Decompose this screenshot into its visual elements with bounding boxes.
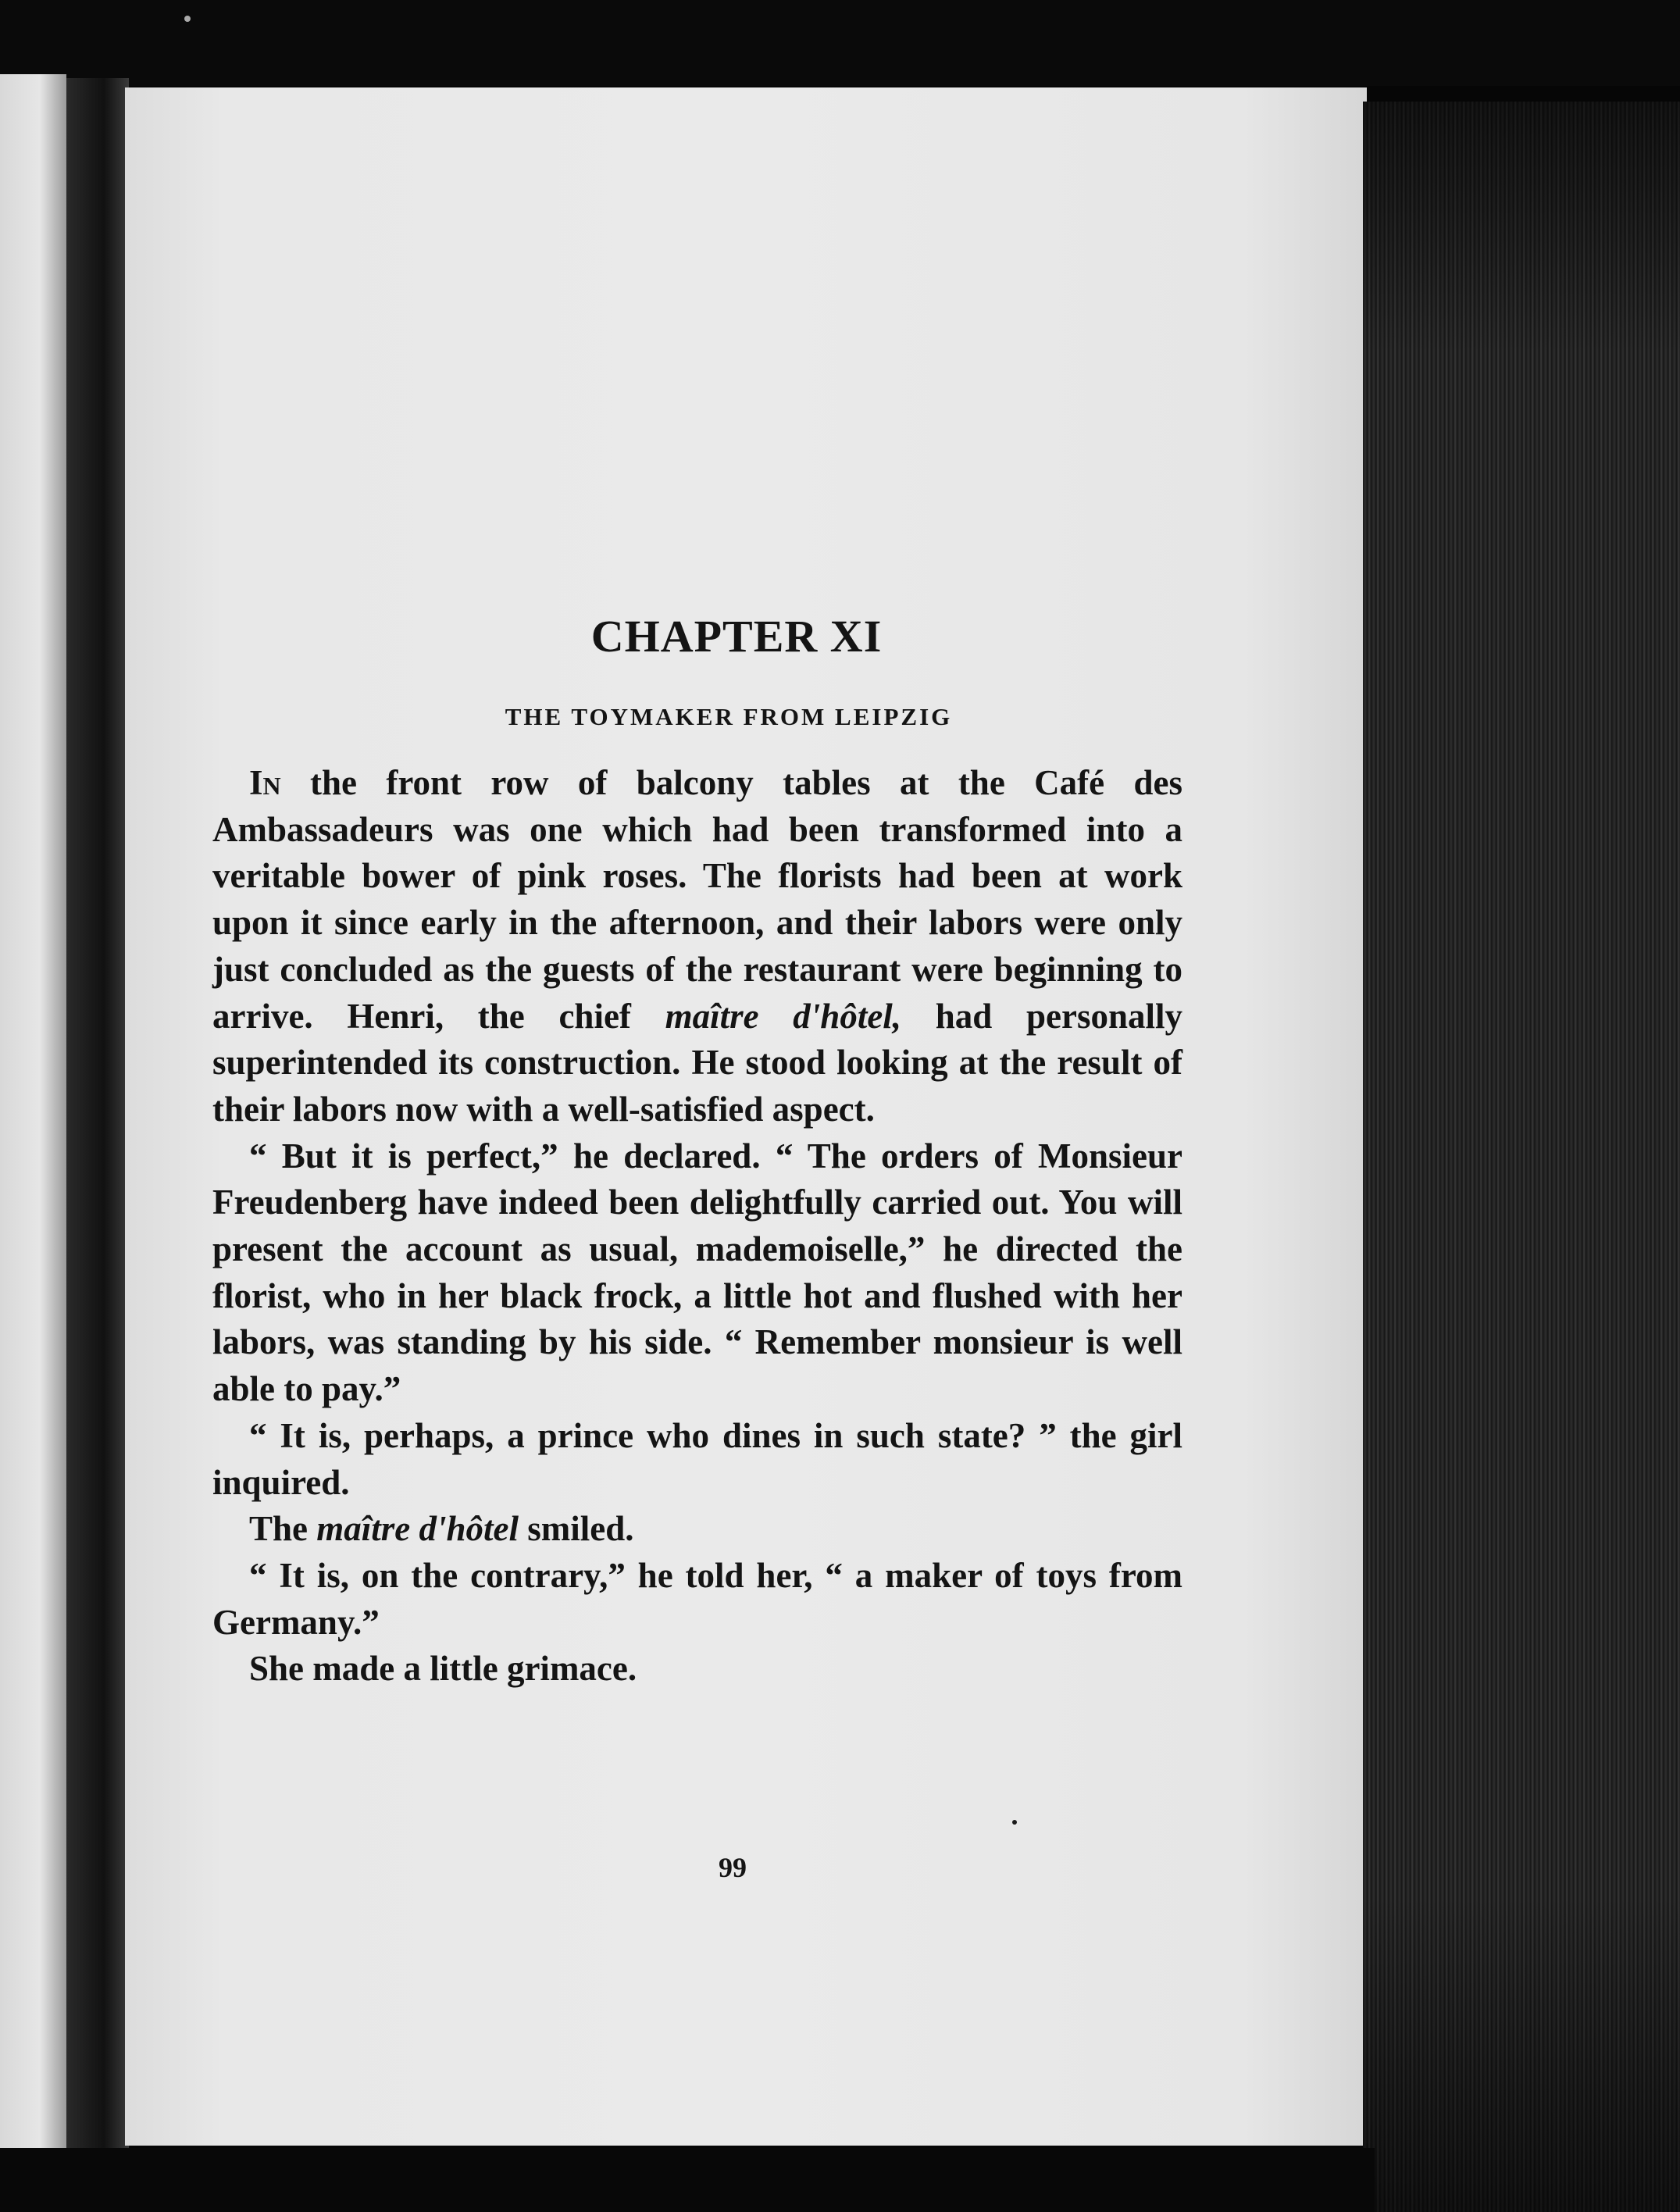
paragraph-5: “ It is, on the contrary,” he told her, “ a maker of toys from Germany.”	[212, 1555, 1182, 1642]
chapter-subtitle: THE TOYMAKER FROM LEIPZIG	[505, 703, 953, 730]
paragraph-2: “ But it is perfect,” he declared. “ The orders of Monsieur Freudenberg have indeed been delightfully carried out. You will present the account as usual, mademoiselle,” he directed the florist, who in her black frock, a little hot and flushed with her labors, was standing by his side. “ Remember monsieur is well able to pay.”	[212, 1136, 1182, 1409]
page-content	[212, 609, 1182, 1883]
paragraph-1-text-a: the front row of balcony tables at the Café des Ambassadeurs was one which had been transformed into a veritable bower of pink roses. The florists had been at work upon it since early in the afternoon, and their labors were only just concluded as the guests of the restaurant were beginning to arrive. Henri, the chief	[212, 763, 1182, 1036]
body-text	[212, 760, 1182, 1693]
dropcap-word: In	[249, 763, 281, 802]
scan-speck	[1012, 1820, 1017, 1825]
paragraph-4-italic: maître d'hôtel	[316, 1509, 519, 1549]
paragraph-1	[212, 760, 1182, 1133]
paragraph-4-text-a: The	[249, 1509, 317, 1549]
paragraph-1-italic: maître d'hôtel,	[665, 996, 902, 1036]
paragraph-4-text-b: smiled.	[519, 1509, 634, 1549]
scan-speck	[184, 16, 191, 22]
paragraph-3: “ It is, perhaps, a prince who dines in such state? ” the girl inquired.	[212, 1415, 1182, 1502]
facing-page-edge	[0, 74, 66, 2160]
scan-top-border	[0, 0, 1680, 86]
paragraph-4	[212, 1506, 1182, 1553]
book-gutter	[66, 78, 129, 2156]
scan-bottom-border	[0, 2148, 1375, 2212]
paragraph-1-text-b: had personally superintended its construction. He stood looking at the result of their labors now with a well-satisfied aspect.	[212, 996, 1182, 1129]
chapter-title: CHAPTER XI	[590, 611, 883, 662]
page-stack-shade	[1363, 102, 1680, 2212]
paragraph-6: She made a little grimace.	[249, 1649, 637, 1689]
page-number: 99	[719, 1852, 747, 1883]
